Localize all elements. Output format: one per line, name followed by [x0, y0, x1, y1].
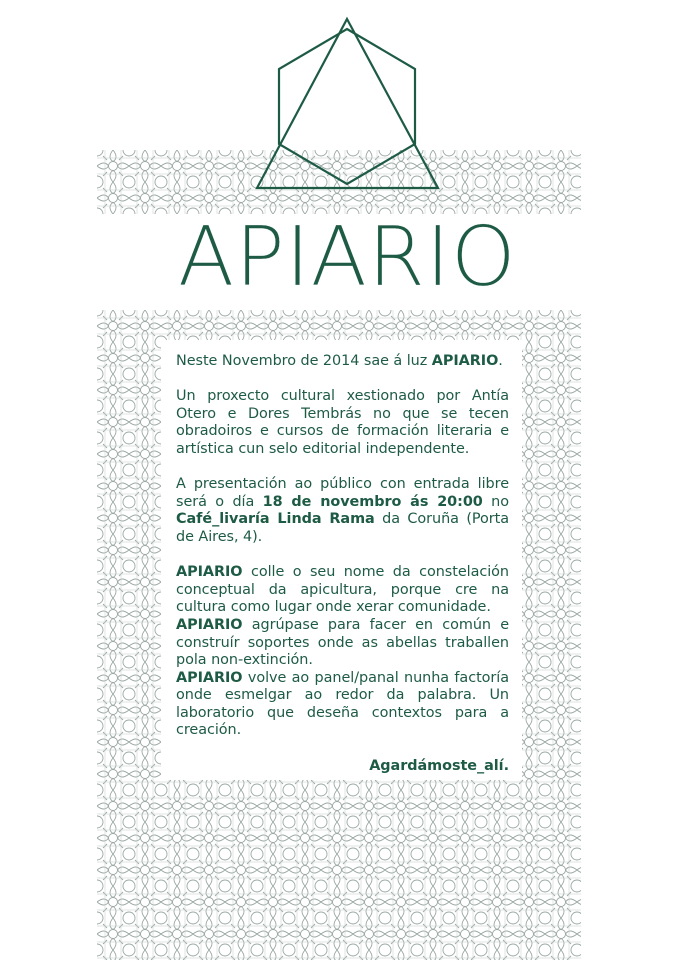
panel-text: volve ao panel/panal nunha factoría onde esmelgar ao redor da palabra. Un laboratorio que deseña contextos para a creación. [176, 669, 509, 739]
hexagon-triangle-logo-icon [250, 14, 445, 194]
event-date: 18 de novembro ás 20:00 [262, 493, 483, 510]
presentation-text: no [482, 493, 509, 510]
group-text: agrúpase para facer en común e construír soportes onde as abellas traballen pola non-extinción. [176, 616, 509, 669]
name-text: colle o seu nome da constelación conceptual da apicultura, porque cre na cultura como lugar onde xerar comunidade. [176, 564, 509, 616]
event-venue: Café_livaría Linda Rama [176, 511, 375, 528]
project-paragraph: Un proxecto cultural xestionado por Antía Otero e Dores Tembrás no que se tecen obradoiros e cursos de formación literaria e artística cun selo editorial independente. [176, 388, 509, 457]
brand-name: APIARIO [176, 669, 243, 686]
name-paragraph [176, 564, 509, 617]
intro-text-end: . [498, 353, 503, 369]
brand-name: APIARIO [176, 616, 243, 633]
signoff: Agardámoste_alí. [369, 757, 509, 774]
announcement-text [176, 353, 509, 775]
presentation-paragraph [176, 476, 509, 546]
apiario-logo [250, 14, 445, 194]
brand-name: APIARIO [431, 353, 499, 369]
intro-text: Neste Novembro de 2014 sae á luz [176, 353, 432, 369]
group-paragraph [176, 617, 509, 670]
presentation-text-end: da Coruña (Porta de Aires, 4). [176, 511, 509, 545]
panel-paragraph [176, 670, 509, 740]
brand-name: APIARIO [176, 564, 243, 581]
presentation-text: A presentación ao público con entrada libre será o día [176, 476, 509, 510]
page-title: APIARIO [178, 210, 517, 305]
intro-paragraph [176, 353, 509, 371]
